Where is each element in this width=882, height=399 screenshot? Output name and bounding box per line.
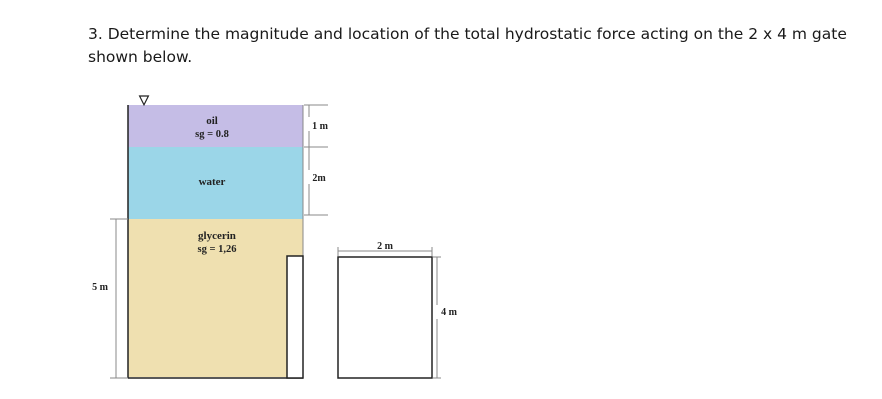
gate-edge-view — [287, 256, 303, 378]
water-label: water — [198, 176, 226, 188]
total-depth-label: 5 m — [92, 282, 108, 293]
water-depth-label: 2m — [312, 173, 326, 184]
gate-width-label: 2 m — [377, 241, 393, 252]
problem-statement: 3. Determine the magnitude and location of the total hydrostatic force acting on the 2 x 4 m gate shown below. — [88, 25, 847, 66]
oil-sg-label: sg = 0.8 — [195, 129, 229, 140]
glycerin-layer — [128, 219, 303, 377]
gate-height-label: 4 m — [441, 307, 457, 318]
free-surface-icon: ▽ — [139, 92, 149, 107]
glycerin-label: glycerin — [198, 230, 236, 242]
oil-label: oil — [206, 115, 218, 127]
gate-front-view — [338, 257, 432, 378]
glycerin-sg-label: sg = 1,26 — [197, 244, 237, 255]
oil-depth-label: 1 m — [312, 121, 328, 132]
